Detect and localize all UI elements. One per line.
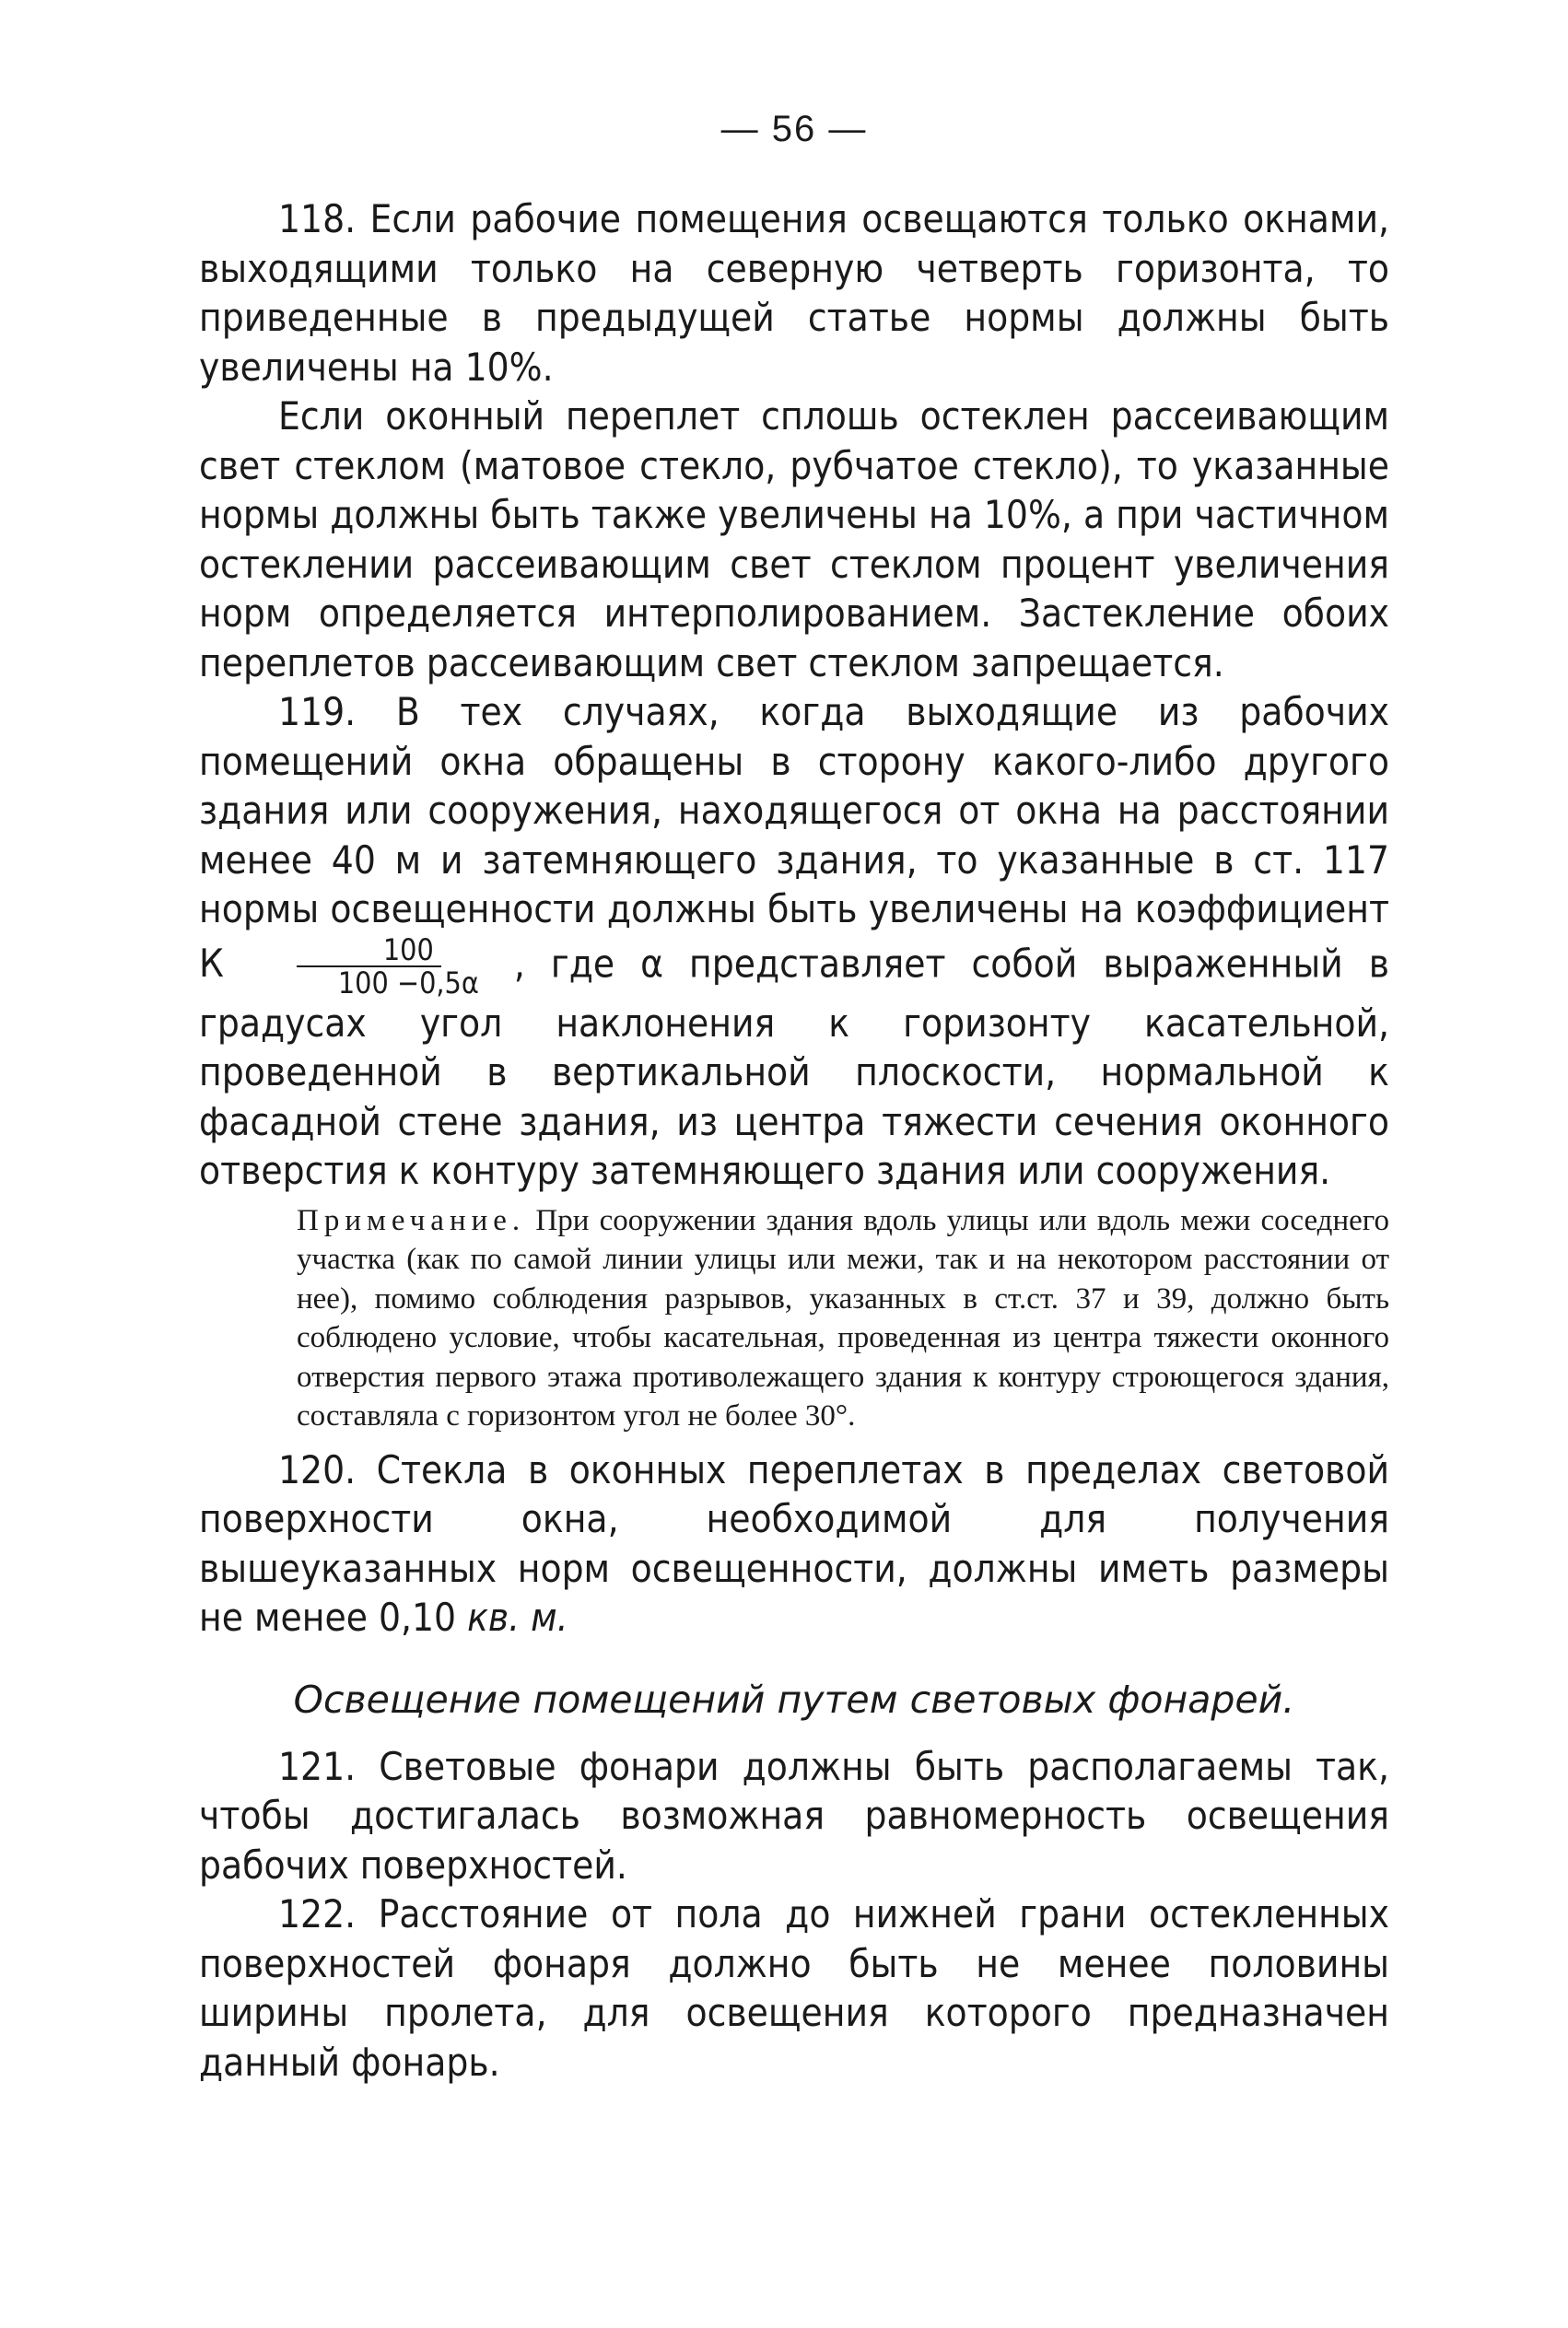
article-119-paragraph — [199, 687, 1389, 1196]
formula-numerator: 100 — [297, 934, 441, 967]
article-122-paragraph: 122. Расстояние от пола до нижней грани остекленных поверхностей фонаря должно быть не менее половины ширины пролета, для освещения которого предназначен данный фонарь. — [199, 1891, 1389, 2085]
article-119-text: 119. В тех случаях, когда выходящие из рабочих помещений окна обращены в сторону какого-либо другого здания или сооружения, находящегося от окна на расстоянии менее 40 м и затемняющего здания, то указанные в ст. 117 нормы освещенности должны быть увеличены на коэффициент — [199, 689, 1389, 931]
article-120-unit: кв. м. — [467, 1595, 568, 1640]
note-text: При сооружении здания вдоль улицы или вдоль межи соседнего участка (как по самой линии улицы или межи, так и на некотором расстоянии от нее), помимо соблюдения разрывов, указанных в ст.ст. 37 и 39, должно быть соблюдено условие, чтобы касательная, проведенная из центра тяжести оконного отверстия первого этажа противолежащего здания к контуру строющегося здания, составляла с горизонтом угол не более 30°. — [297, 1203, 1389, 1433]
note-label: Примечание. — [297, 1203, 526, 1237]
page-number: — 56 — — [720, 109, 868, 149]
formula-k: К — [199, 941, 224, 986]
coefficient-formula — [199, 931, 514, 1000]
page — [199, 109, 1389, 2087]
formula-fraction — [255, 931, 483, 1000]
article-119-text-continued: , где α представляет собой выраженный в градусах угол наклонения к горизонту касательной, проведенной в вертикальной плоскости, нормальной к фасадной стене здания, из центра тяжести сечения оконного отверстия к контуру затемняющего здания или сооружения. — [199, 941, 1390, 1193]
formula-denominator: 100 −0,5α — [337, 965, 479, 1000]
article-120-paragraph — [199, 1445, 1389, 1643]
article-121-paragraph: 121. Световые фонари должны быть располагаемы так, чтобы достигалась возможная равномерность освещения рабочих поверхностей. — [199, 1743, 1389, 1888]
note-paragraph — [297, 1201, 1389, 1436]
article-118-paragraph-1: 118. Если рабочие помещения освещаются только окнами, выходящими только на северную четверть горизонта, то приведенные в предыдущей статье нормы должны быть увеличены на 10%. — [199, 196, 1389, 390]
article-118-paragraph-2: Если оконный переплет сплошь остеклен рассеивающим свет стеклом (матовое стекло, рубчатое стекло), то указанные нормы должны быть также увеличены на 10%, а при частичном остеклении рассеивающим свет стеклом процент увеличения норм определяется интерполированием. Застекление обоих переплетов рассеивающим свет стеклом запрещается. — [199, 393, 1389, 685]
section-heading: Освещение помещений путем световых фонарей. — [293, 1677, 1295, 1722]
article-120-text: 120. Стекла в оконных переплетах в пределах световой поверхности окна, необходимой для получения вышеуказанных норм освещенности, должны иметь размеры не менее 0,10 — [199, 1446, 1389, 1640]
